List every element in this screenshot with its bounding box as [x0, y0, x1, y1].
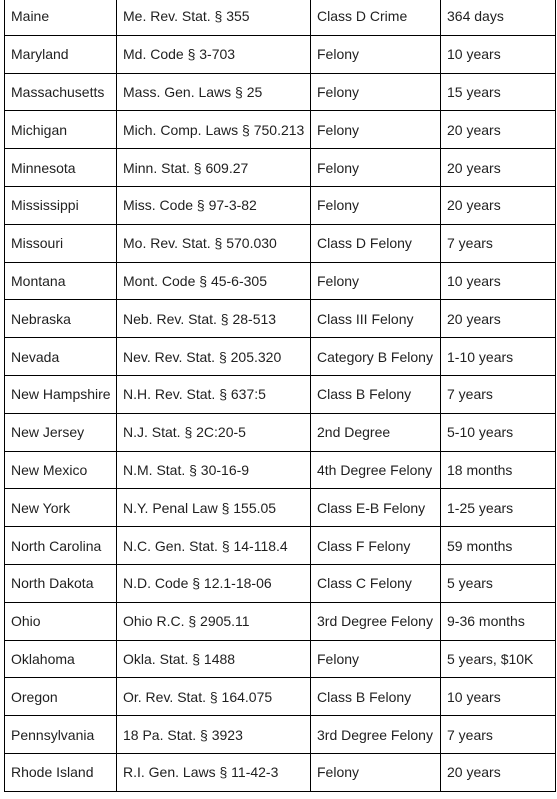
- table-row: [5, 300, 556, 338]
- statute-cell: Or. Rev. Stat. § 164.075: [117, 678, 311, 716]
- table-row: [5, 489, 556, 527]
- classification-cell: Class D Crime: [311, 0, 441, 35]
- statute-cell: N.C. Gen. Stat. § 14-118.4: [117, 527, 311, 565]
- state-cell: New Mexico: [5, 451, 117, 489]
- penalty-cell: 20 years: [441, 300, 556, 338]
- statute-cell: Minn. Stat. § 609.27: [117, 149, 311, 187]
- state-cell: Michigan: [5, 111, 117, 149]
- penalty-cell: 20 years: [441, 753, 556, 791]
- classification-cell: Class F Felony: [311, 527, 441, 565]
- penalty-cell: 10 years: [441, 678, 556, 716]
- state-cell: Ohio: [5, 602, 117, 640]
- statute-cell: Miss. Code § 97-3-82: [117, 186, 311, 224]
- table-row: [5, 0, 556, 35]
- penalty-cell: 15 years: [441, 73, 556, 111]
- penalty-cell: 1-10 years: [441, 338, 556, 376]
- penalty-cell: 9-36 months: [441, 602, 556, 640]
- statute-cell: Mo. Rev. Stat. § 570.030: [117, 224, 311, 262]
- statute-cell: Mass. Gen. Laws § 25: [117, 73, 311, 111]
- classification-cell: Class B Felony: [311, 678, 441, 716]
- statute-cell: Md. Code § 3-703: [117, 35, 311, 73]
- classification-cell: Felony: [311, 640, 441, 678]
- classification-cell: Felony: [311, 753, 441, 791]
- table-row: [5, 602, 556, 640]
- state-cell: New Jersey: [5, 413, 117, 451]
- penalty-cell: 59 months: [441, 527, 556, 565]
- table-row: [5, 451, 556, 489]
- state-cell: Minnesota: [5, 149, 117, 187]
- statute-cell: Neb. Rev. Stat. § 28-513: [117, 300, 311, 338]
- statute-cell: Mont. Code § 45-6-305: [117, 262, 311, 300]
- table-row: [5, 262, 556, 300]
- classification-cell: Class III Felony: [311, 300, 441, 338]
- penalty-cell: 10 years: [441, 262, 556, 300]
- state-cell: Maine: [5, 0, 117, 35]
- penalty-cell: 7 years: [441, 375, 556, 413]
- table-row: [5, 149, 556, 187]
- state-cell: New York: [5, 489, 117, 527]
- classification-cell: Felony: [311, 73, 441, 111]
- classification-cell: Category B Felony: [311, 338, 441, 376]
- statute-cell: Me. Rev. Stat. § 355: [117, 0, 311, 35]
- state-cell: Nebraska: [5, 300, 117, 338]
- classification-cell: Class C Felony: [311, 564, 441, 602]
- penalty-cell: 10 years: [441, 35, 556, 73]
- classification-cell: 3rd Degree Felony: [311, 602, 441, 640]
- state-cell: New Hampshire: [5, 375, 117, 413]
- table-row: [5, 338, 556, 376]
- penalty-cell: 7 years: [441, 716, 556, 754]
- classification-cell: Felony: [311, 149, 441, 187]
- state-cell: Oklahoma: [5, 640, 117, 678]
- classification-cell: Felony: [311, 35, 441, 73]
- state-cell: Rhode Island: [5, 753, 117, 791]
- classification-cell: Class B Felony: [311, 375, 441, 413]
- classification-cell: 2nd Degree: [311, 413, 441, 451]
- state-cell: North Dakota: [5, 564, 117, 602]
- state-cell: Mississippi: [5, 186, 117, 224]
- statute-cell: N.M. Stat. § 30-16-9: [117, 451, 311, 489]
- table-row: [5, 111, 556, 149]
- table-row: [5, 564, 556, 602]
- table-row: [5, 35, 556, 73]
- statute-cell: N.J. Stat. § 2C:20-5: [117, 413, 311, 451]
- state-cell: North Carolina: [5, 527, 117, 565]
- table-row: [5, 73, 556, 111]
- statute-cell: N.H. Rev. Stat. § 637:5: [117, 375, 311, 413]
- statute-cell: N.Y. Penal Law § 155.05: [117, 489, 311, 527]
- penalty-cell: 18 months: [441, 451, 556, 489]
- statute-cell: N.D. Code § 12.1-18-06: [117, 564, 311, 602]
- statute-cell: 18 Pa. Stat. § 3923: [117, 716, 311, 754]
- classification-cell: Class E-B Felony: [311, 489, 441, 527]
- table-row: [5, 527, 556, 565]
- penalty-cell: 20 years: [441, 111, 556, 149]
- penalty-cell: 7 years: [441, 224, 556, 262]
- state-cell: Missouri: [5, 224, 117, 262]
- table-row: [5, 413, 556, 451]
- table-row: [5, 224, 556, 262]
- classification-cell: 3rd Degree Felony: [311, 716, 441, 754]
- state-cell: Maryland: [5, 35, 117, 73]
- classification-cell: Felony: [311, 262, 441, 300]
- table-row: [5, 186, 556, 224]
- statute-cell: R.I. Gen. Laws § 11-42-3: [117, 753, 311, 791]
- statute-cell: Okla. Stat. § 1488: [117, 640, 311, 678]
- classification-cell: Felony: [311, 186, 441, 224]
- state-cell: Massachusetts: [5, 73, 117, 111]
- table-body: [5, 0, 556, 791]
- state-cell: Nevada: [5, 338, 117, 376]
- statute-cell: Mich. Comp. Laws § 750.213: [117, 111, 311, 149]
- classification-cell: Felony: [311, 111, 441, 149]
- penalty-cell: 5 years: [441, 564, 556, 602]
- penalty-cell: 5-10 years: [441, 413, 556, 451]
- penalty-cell: 364 days: [441, 0, 556, 35]
- classification-cell: 4th Degree Felony: [311, 451, 441, 489]
- penalty-cell: 5 years, $10K: [441, 640, 556, 678]
- penalty-cell: 20 years: [441, 186, 556, 224]
- state-cell: Pennsylvania: [5, 716, 117, 754]
- state-cell: Montana: [5, 262, 117, 300]
- penalty-cell: 1-25 years: [441, 489, 556, 527]
- table-row: [5, 640, 556, 678]
- classification-cell: Class D Felony: [311, 224, 441, 262]
- state-cell: Oregon: [5, 678, 117, 716]
- statute-cell: Nev. Rev. Stat. § 205.320: [117, 338, 311, 376]
- table-row: [5, 678, 556, 716]
- table-row: [5, 375, 556, 413]
- penalty-cell: 20 years: [441, 149, 556, 187]
- state-statutes-table: [4, 0, 556, 792]
- table-row: [5, 716, 556, 754]
- table-row: [5, 753, 556, 791]
- statute-cell: Ohio R.C. § 2905.11: [117, 602, 311, 640]
